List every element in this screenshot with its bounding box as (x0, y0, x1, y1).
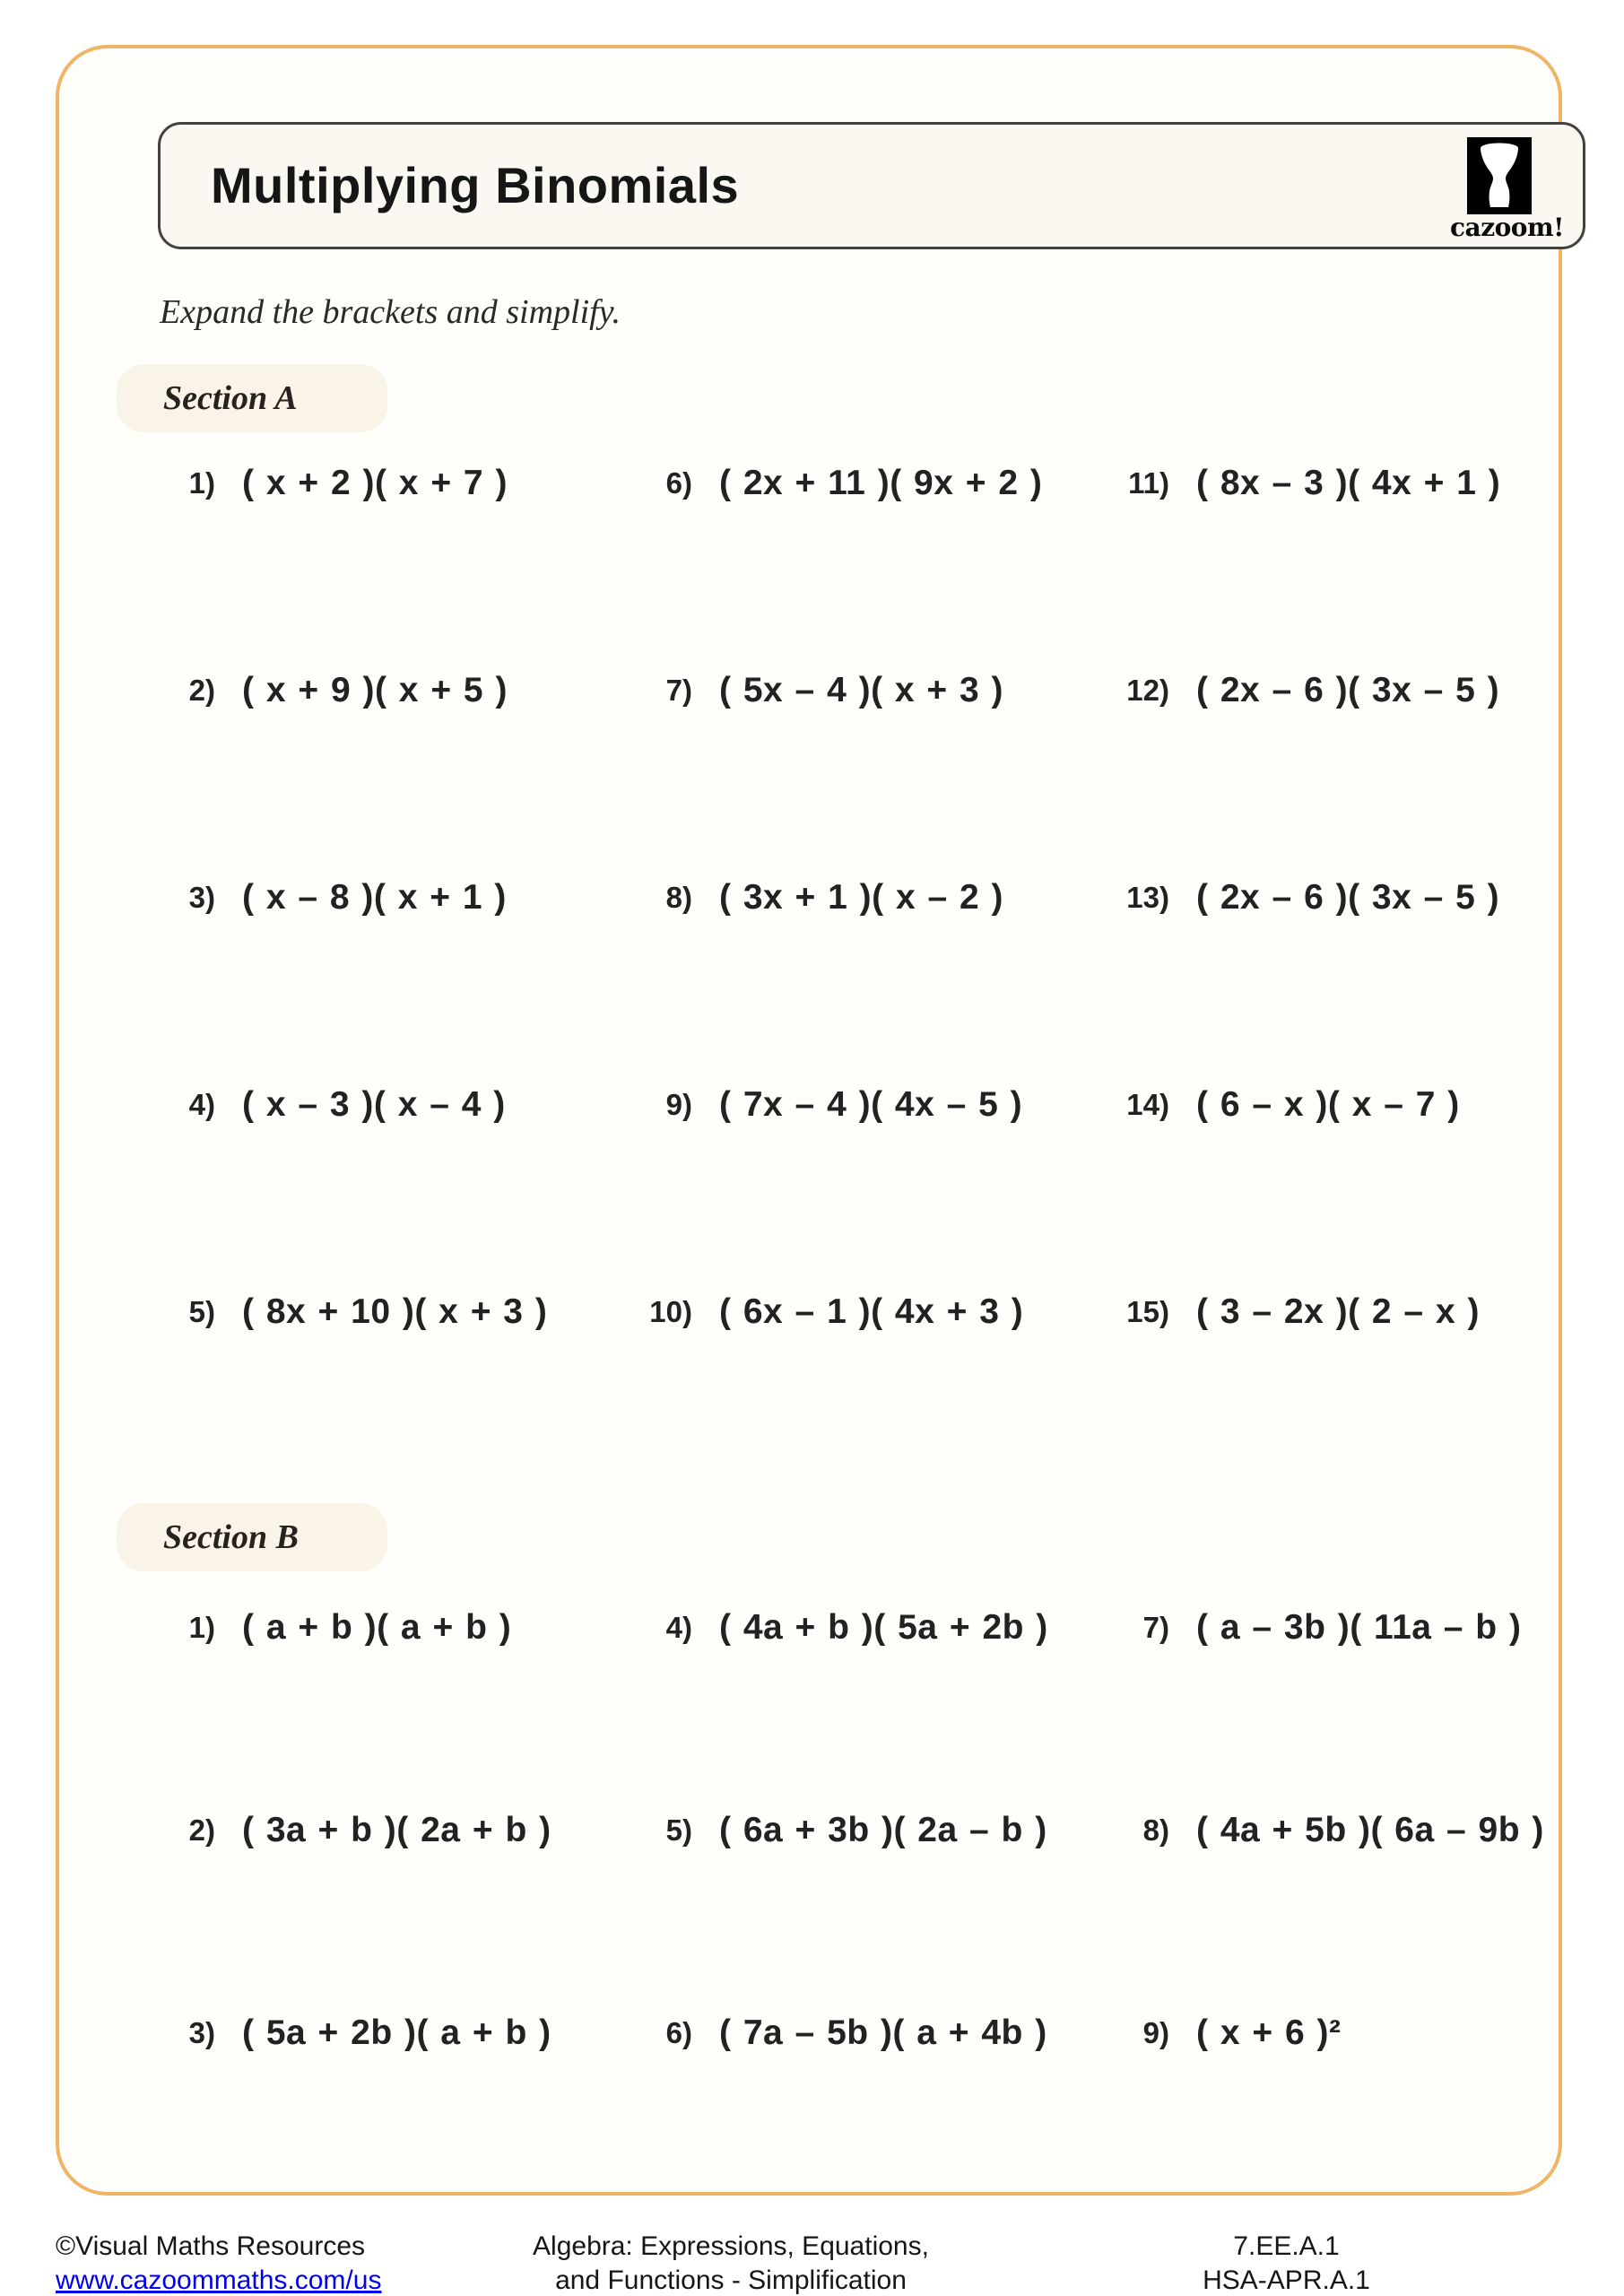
problem-expression: ( 8x – 3 )( 4x + 1 ) (1196, 464, 1501, 502)
problem-expression: ( 5a + 2b )( a + b ) (242, 2013, 551, 2052)
problem-number: 5) (665, 1813, 692, 1847)
topic-line-1: Algebra: Expressions, Equations, (533, 2231, 929, 2261)
problem-expression: ( x – 8 )( x + 1 ) (242, 878, 507, 917)
problem-number: 4) (188, 1088, 215, 1121)
problem-number: 9) (1142, 2016, 1169, 2049)
problem-a-13 (1114, 877, 1594, 1084)
problem-expression: ( 6x – 1 )( 4x + 3 ) (719, 1292, 1024, 1331)
problem-expression: ( 3a + b )( 2a + b ) (242, 1811, 551, 1849)
problem-number: 1) (188, 466, 215, 500)
problem-b-2 (160, 1810, 637, 2013)
problem-expression: ( 3x + 1 )( x – 2 ) (719, 878, 1004, 917)
problem-number: 8) (1142, 1813, 1169, 1847)
standard-code-2: HSA-APR.A.1 (1203, 2266, 1370, 2295)
section-a-problems (160, 463, 1594, 1499)
problem-a-1 (160, 463, 637, 670)
problem-a-15 (1114, 1292, 1594, 1499)
problem-number: 11) (1128, 466, 1169, 500)
problem-a-5 (160, 1292, 637, 1499)
problem-number: 7) (1142, 1611, 1169, 1644)
footer-topic-block (462, 2230, 1000, 2296)
problem-expression: ( 7a – 5b )( a + 4b ) (719, 2013, 1047, 2052)
problem-b-5 (637, 1810, 1114, 2013)
footer-standards-block (1185, 2230, 1387, 2296)
problem-a-12 (1114, 670, 1594, 877)
problem-number: 13) (1126, 881, 1169, 914)
problem-expression: ( 6a + 3b )( 2a – b ) (719, 1811, 1047, 1849)
standard-code-1: 7.EE.A.1 (1233, 2231, 1340, 2261)
cazoom-logo (1450, 137, 1564, 242)
problem-expression: ( 2x – 6 )( 3x – 5 ) (1196, 671, 1500, 709)
problem-number: 10) (649, 1295, 692, 1328)
section-a-header (117, 364, 387, 432)
problem-a-9 (637, 1084, 1114, 1292)
drum-icon (1467, 137, 1532, 214)
problem-expression: ( 4a + b )( 5a + 2b ) (719, 1608, 1048, 1647)
problem-number: 6) (665, 466, 692, 500)
copyright-text: ©Visual Maths Resources (56, 2231, 366, 2261)
logo-wordmark: cazoom! (1450, 213, 1564, 242)
problem-expression: ( 8x + 10 )( x + 3 ) (242, 1292, 548, 1331)
problem-number: 4) (665, 1611, 692, 1644)
problem-expression: ( 5x – 4 )( x + 3 ) (719, 671, 1004, 709)
problem-b-3 (160, 2013, 637, 2215)
footer-copyright-block (56, 2230, 432, 2296)
problem-number: 2) (188, 674, 215, 707)
section-b-header (117, 1503, 387, 1571)
problem-a-8 (637, 877, 1114, 1084)
problem-a-2 (160, 670, 637, 877)
section-b-label: Section B (163, 1518, 299, 1556)
problem-a-7 (637, 670, 1114, 877)
problem-expression: ( x – 3 )( x – 4 ) (242, 1085, 506, 1124)
problem-expression: ( a + b )( a + b ) (242, 1608, 512, 1647)
problem-b-1 (160, 1607, 637, 1810)
problem-number: 8) (665, 881, 692, 914)
problem-b-9 (1114, 2013, 1594, 2215)
problem-number: 3) (188, 2016, 215, 2049)
problem-a-11 (1114, 463, 1594, 670)
problem-expression: ( 2x + 11 )( 9x + 2 ) (719, 464, 1043, 502)
page-title: Multiplying Binomials (211, 157, 740, 213)
problem-expression: ( x + 2 )( x + 7 ) (242, 464, 508, 502)
website-link[interactable]: www.cazoommaths.com/us (56, 2266, 382, 2295)
problem-number: 15) (1126, 1295, 1169, 1328)
problem-expression: ( 7x – 4 )( 4x – 5 ) (719, 1085, 1023, 1124)
problem-a-3 (160, 877, 637, 1084)
problem-number: 9) (665, 1088, 692, 1121)
problem-number: 14) (1126, 1088, 1169, 1121)
problem-expression: ( x + 9 )( x + 5 ) (242, 671, 508, 709)
problem-expression: ( 6 – x )( x – 7 ) (1196, 1085, 1460, 1124)
problem-expression: ( a – 3b )( 11a – b ) (1196, 1608, 1522, 1647)
problem-a-6 (637, 463, 1114, 670)
problem-b-7 (1114, 1607, 1594, 1810)
problem-b-8 (1114, 1810, 1594, 2013)
section-a-label: Section A (163, 379, 298, 417)
problem-a-14 (1114, 1084, 1594, 1292)
section-b-problems (160, 1607, 1594, 2215)
problem-number: 6) (665, 2016, 692, 2049)
problem-number: 5) (188, 1295, 215, 1328)
problem-expression: ( 2x – 6 )( 3x – 5 ) (1196, 878, 1500, 917)
problem-number: 1) (188, 1611, 215, 1644)
page-border (56, 45, 1562, 2196)
problem-number: 12) (1126, 674, 1169, 707)
problem-a-4 (160, 1084, 637, 1292)
title-box (158, 122, 1585, 249)
problem-number: 7) (665, 674, 692, 707)
problem-expression: ( x + 6 )² (1196, 2013, 1342, 2052)
problem-number: 3) (188, 881, 215, 914)
instruction-text: Expand the brackets and simplify. (160, 293, 621, 331)
problem-b-6 (637, 2013, 1114, 2215)
problem-expression: ( 3 – 2x )( 2 – x ) (1196, 1292, 1480, 1331)
topic-line-2: and Functions - Simplification (555, 2266, 907, 2295)
problem-a-10 (637, 1292, 1114, 1499)
problem-expression: ( 4a + 5b )( 6a – 9b ) (1196, 1811, 1544, 1849)
problem-number: 2) (188, 1813, 215, 1847)
problem-b-4 (637, 1607, 1114, 1810)
